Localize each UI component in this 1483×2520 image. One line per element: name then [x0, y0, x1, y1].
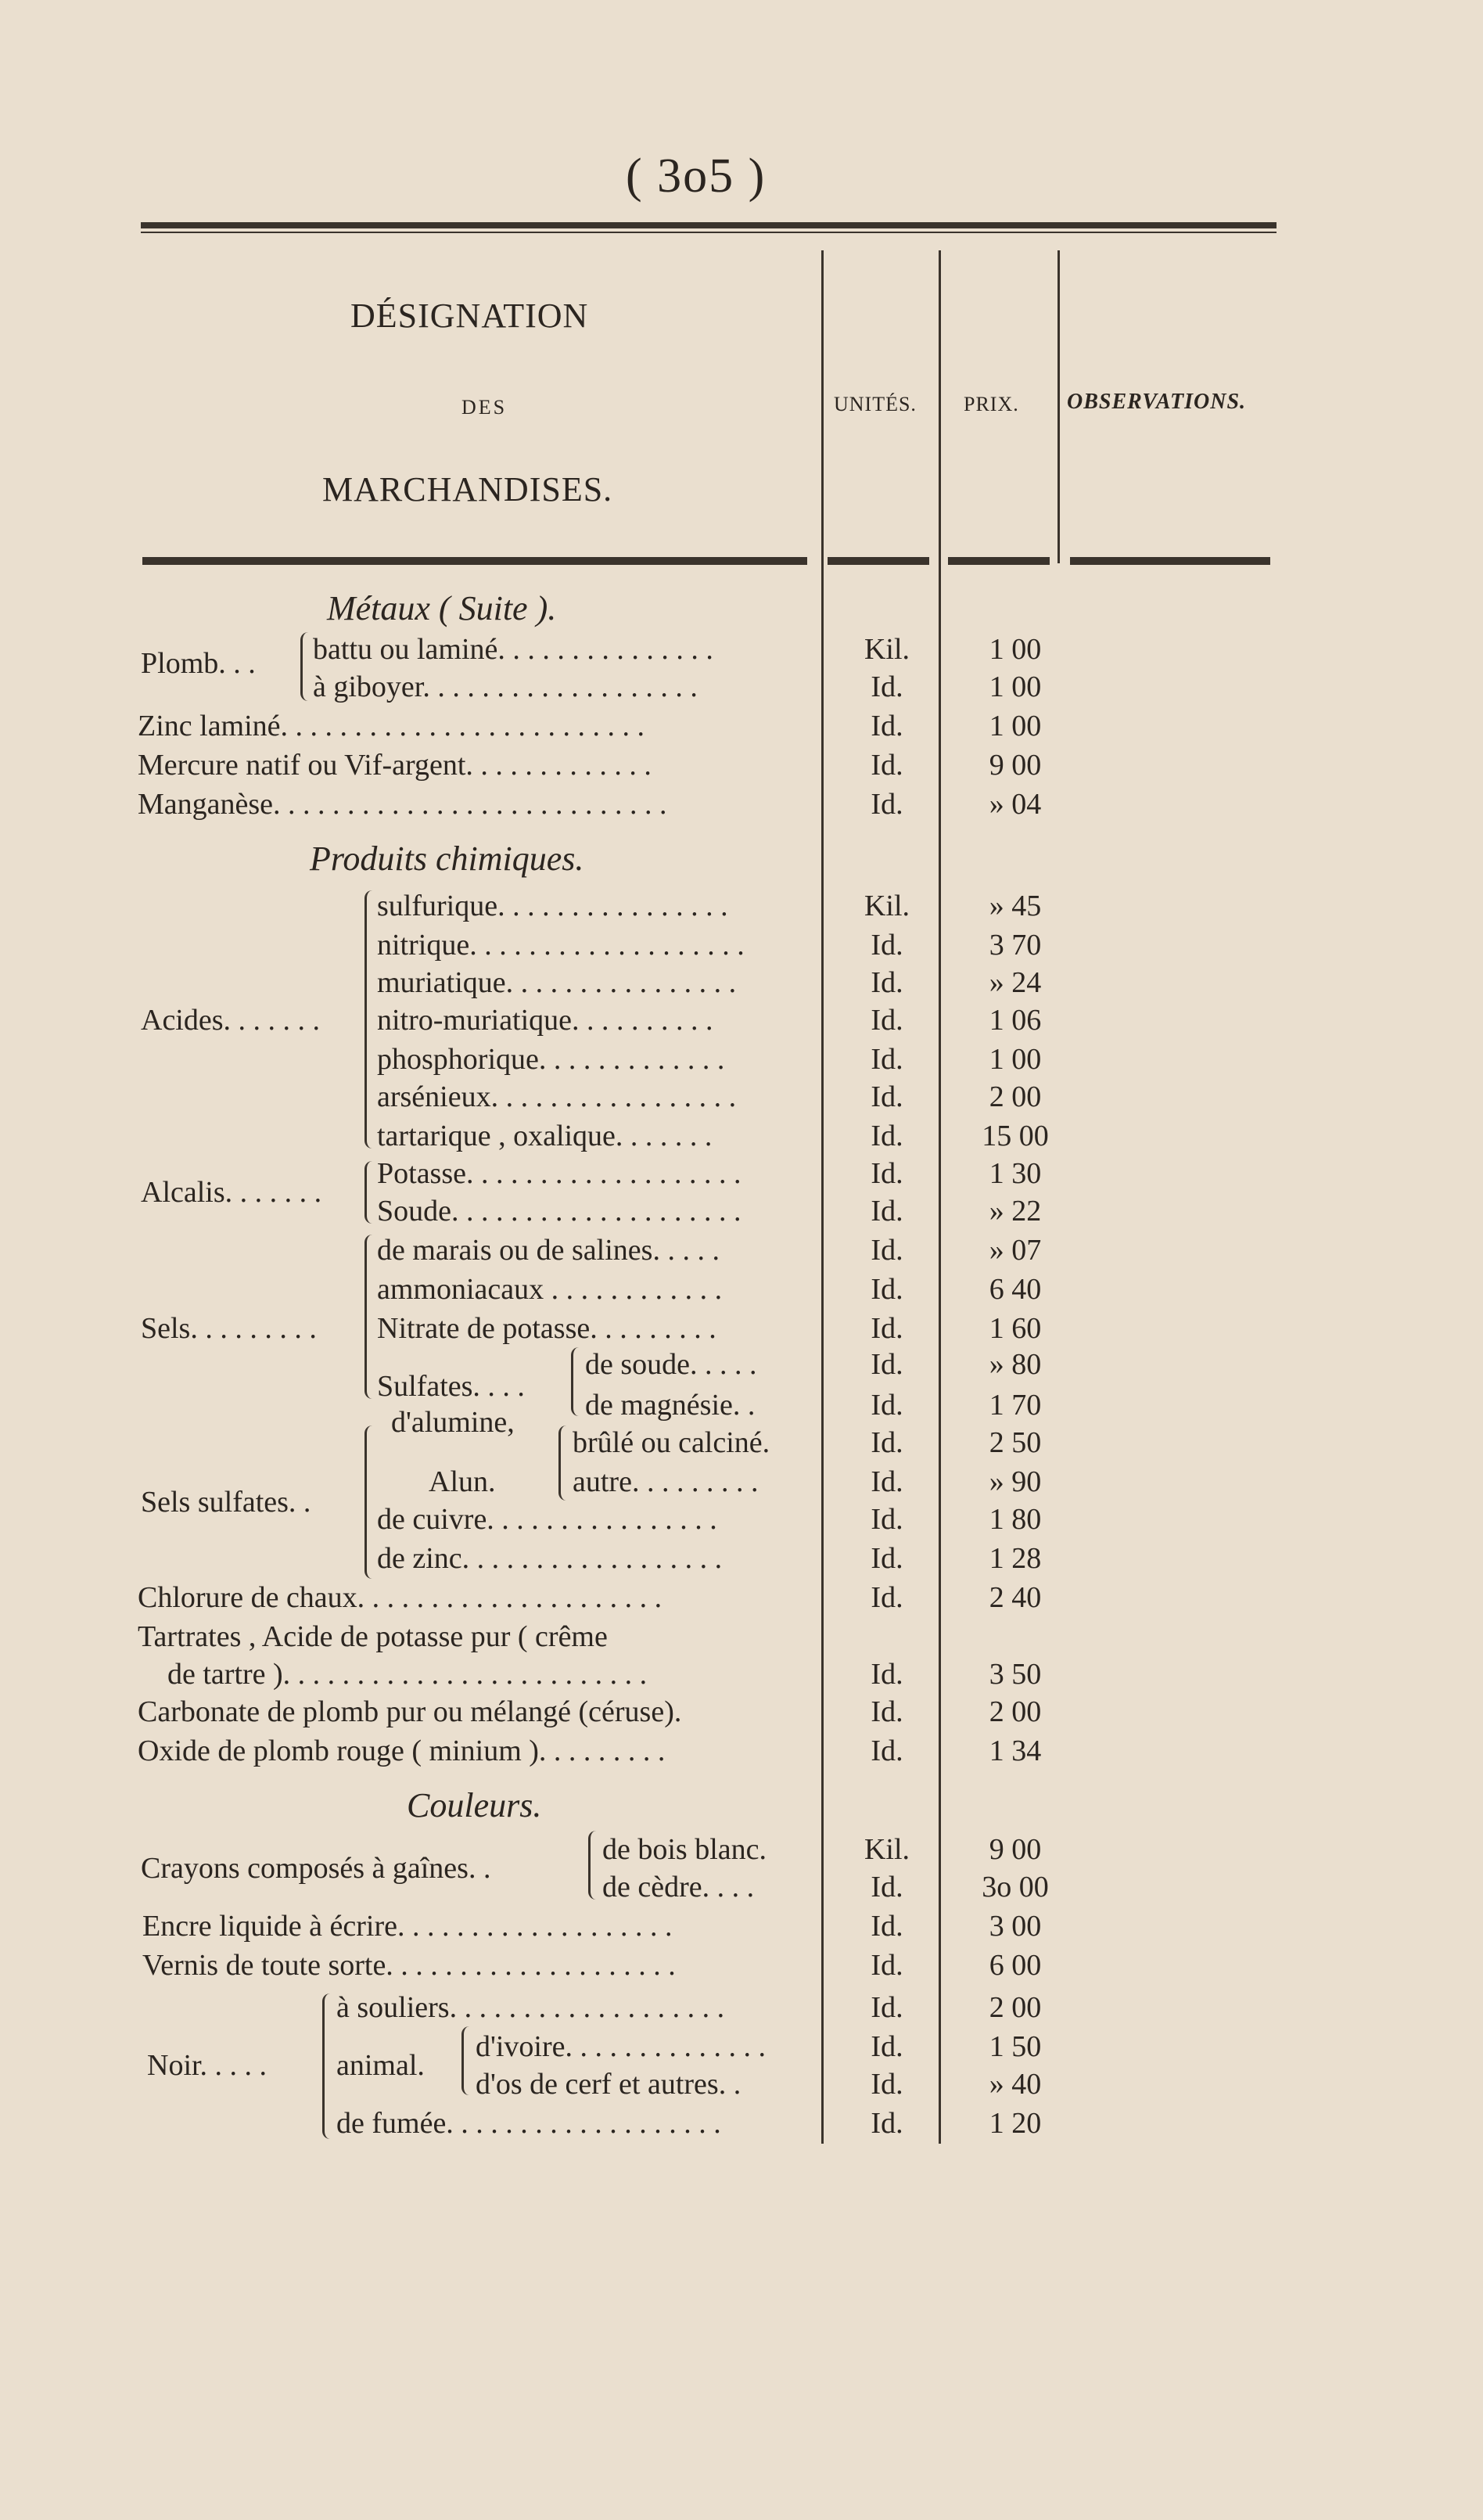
row-label-32: à souliers. . . . . . . . . . . . . . . . . . .	[336, 1991, 725, 2024]
brace-acides	[364, 890, 373, 1149]
row-price-13: » 22	[989, 1195, 1042, 1228]
row-unit-15: Id.	[871, 1273, 903, 1306]
header-price: PRIX.	[964, 393, 1019, 415]
row-price-0: 1 00	[989, 633, 1042, 666]
row-price-32: 2 00	[989, 1991, 1042, 2024]
row-price-5: » 45	[989, 890, 1042, 922]
group-crayons: Crayons composés à gaînes. .	[141, 1852, 491, 1885]
row-unit-17: Id.	[871, 1348, 903, 1381]
row-label-27: Oxide de plomb rouge ( minium ). . . . . . . . .	[138, 1735, 666, 1767]
row-unit-35: Id.	[871, 2107, 903, 2140]
row-unit-30: Id.	[871, 1910, 903, 1943]
header-observations: OBSERVATIONS.	[1067, 390, 1247, 414]
column-divider-right	[1057, 250, 1060, 563]
row-price-27: 1 34	[989, 1735, 1042, 1767]
row-unit-9: Id.	[871, 1043, 903, 1076]
row-price-21: 1 80	[989, 1503, 1042, 1536]
row-price-25: 3 50	[989, 1658, 1042, 1691]
header-marchandises: MARCHANDISES.	[322, 470, 613, 509]
row-price-14: » 07	[989, 1234, 1042, 1267]
row-label-18: de magnésie. .	[585, 1389, 756, 1422]
row-unit-26: Id.	[871, 1695, 903, 1728]
row-price-29: 3o 00	[982, 1871, 1049, 1903]
row-label-16: Nitrate de potasse. . . . . . . . .	[377, 1312, 716, 1345]
header-des: DES	[461, 396, 508, 419]
row-label-30: Encre liquide à écrire. . . . . . . . . . . . . . . . . . .	[142, 1910, 673, 1943]
header-designation: DÉSIGNATION	[350, 297, 589, 335]
group-animal: animal.	[336, 2049, 425, 2082]
brace-animal	[461, 2026, 470, 2095]
group-alumine: d'alumine,	[391, 1406, 515, 1439]
row-unit-13: Id.	[871, 1195, 903, 1228]
row-unit-16: Id.	[871, 1312, 903, 1345]
row-label-8: nitro-muriatique. . . . . . . . . .	[377, 1004, 713, 1037]
row-label-28: de bois blanc.	[602, 1833, 767, 1866]
row-label-15: ammoniacaux . . . . . . . . . . . .	[377, 1273, 723, 1306]
header-rule-4	[1070, 557, 1270, 565]
row-label-33: d'ivoire. . . . . . . . . . . . . .	[476, 2030, 766, 2063]
section-metaux: Métaux ( Suite ).	[327, 589, 557, 627]
row-label-26: Carbonate de plomb pur ou mélangé (céruse).	[138, 1695, 682, 1728]
row-unit-33: Id.	[871, 2030, 903, 2063]
row-unit-3: Id.	[871, 749, 903, 782]
row-price-12: 1 30	[989, 1157, 1042, 1190]
row-label-14: de marais ou de salines. . . . .	[377, 1234, 720, 1267]
row-unit-2: Id.	[871, 710, 903, 742]
row-label-23: Chlorure de chaux. . . . . . . . . . . . . . . . . . . . .	[138, 1581, 663, 1614]
group-sulfates: Sulfates. . . .	[377, 1370, 525, 1403]
row-price-33: 1 50	[989, 2030, 1042, 2063]
row-price-35: 1 20	[989, 2107, 1042, 2140]
row-price-26: 2 00	[989, 1695, 1042, 1728]
row-price-18: 1 70	[989, 1389, 1042, 1422]
brace-sels-sulfates	[364, 1425, 373, 1579]
row-unit-1: Id.	[871, 670, 903, 703]
header-rule-2	[828, 557, 929, 565]
row-label-11: tartarique , oxalique. . . . . . .	[377, 1120, 713, 1152]
row-unit-18: Id.	[871, 1389, 903, 1422]
row-label-10: arsénieux. . . . . . . . . . . . . . . . .	[377, 1080, 737, 1113]
row-unit-14: Id.	[871, 1234, 903, 1267]
brace-sulfates	[571, 1347, 580, 1416]
group-plomb: Plomb. . .	[141, 647, 256, 680]
row-price-30: 3 00	[989, 1910, 1042, 1943]
row-unit-11: Id.	[871, 1120, 903, 1152]
row-price-11: 15 00	[982, 1120, 1049, 1152]
brace-noir	[322, 1993, 331, 2139]
row-unit-28: Kil.	[864, 1833, 910, 1866]
row-label-4: Manganèse. . . . . . . . . . . . . . . . . . . . . . . . . . .	[138, 788, 667, 821]
row-unit-19: Id.	[871, 1426, 903, 1459]
row-label-22: de zinc. . . . . . . . . . . . . . . . . .	[377, 1542, 723, 1575]
row-price-23: 2 40	[989, 1581, 1042, 1614]
row-unit-5: Kil.	[864, 890, 910, 922]
row-price-8: 1 06	[989, 1004, 1042, 1037]
header-units: UNITÉS.	[834, 393, 917, 415]
section-produits-chimiques: Produits chimiques.	[310, 839, 584, 878]
row-label-20: autre. . . . . . . . .	[573, 1465, 759, 1498]
row-price-22: 1 28	[989, 1542, 1042, 1575]
row-unit-12: Id.	[871, 1157, 903, 1190]
row-label-31: Vernis de toute sorte. . . . . . . . . . . . . . . . . . . .	[142, 1949, 676, 1982]
row-label-29: de cèdre. . . .	[602, 1871, 755, 1903]
row-price-15: 6 40	[989, 1273, 1042, 1306]
row-price-16: 1 60	[989, 1312, 1042, 1345]
row-unit-27: Id.	[871, 1735, 903, 1767]
row-label-21: de cuivre. . . . . . . . . . . . . . . .	[377, 1503, 717, 1536]
row-label-17: de soude. . . . .	[585, 1348, 757, 1381]
row-unit-10: Id.	[871, 1080, 903, 1113]
row-label-19: brûlé ou calciné.	[573, 1426, 770, 1459]
row-unit-31: Id.	[871, 1949, 903, 1982]
row-price-9: 1 00	[989, 1043, 1042, 1076]
row-label-9: phosphorique. . . . . . . . . . . . .	[377, 1043, 725, 1076]
top-rule-thin	[141, 232, 1277, 233]
row-price-6: 3 70	[989, 929, 1042, 962]
page-number: ( 3o5 )	[626, 149, 767, 203]
row-unit-23: Id.	[871, 1581, 903, 1614]
row-unit-22: Id.	[871, 1542, 903, 1575]
group-alun: Alun.	[429, 1465, 496, 1498]
header-rule-3	[948, 557, 1050, 565]
row-unit-4: Id.	[871, 788, 903, 821]
row-label-0: battu ou laminé. . . . . . . . . . . . . . .	[313, 633, 713, 666]
row-unit-6: Id.	[871, 929, 903, 962]
row-label-25: de tartre ). . . . . . . . . . . . . . . . . . . . . . . . .	[167, 1658, 648, 1691]
row-price-28: 9 00	[989, 1833, 1042, 1866]
brace-plomb	[300, 632, 309, 701]
row-price-4: » 04	[989, 788, 1042, 821]
group-alcalis: Alcalis. . . . . . .	[141, 1176, 322, 1209]
row-label-34: d'os de cerf et autres. .	[476, 2068, 742, 2101]
section-couleurs: Couleurs.	[407, 1786, 542, 1824]
row-unit-20: Id.	[871, 1465, 903, 1498]
row-unit-32: Id.	[871, 1991, 903, 2024]
row-price-17: » 80	[989, 1348, 1042, 1381]
brace-alumine	[558, 1425, 567, 1501]
row-unit-7: Id.	[871, 966, 903, 999]
row-price-2: 1 00	[989, 710, 1042, 742]
row-label-35: de fumée. . . . . . . . . . . . . . . . . . .	[336, 2107, 721, 2140]
row-label-12: Potasse. . . . . . . . . . . . . . . . . . .	[377, 1157, 742, 1190]
row-label-5: sulfurique. . . . . . . . . . . . . . . .	[377, 890, 728, 922]
row-price-31: 6 00	[989, 1949, 1042, 1982]
group-sels: Sels. . . . . . . . .	[141, 1312, 317, 1345]
row-unit-8: Id.	[871, 1004, 903, 1037]
row-label-13: Soude. . . . . . . . . . . . . . . . . . . .	[377, 1195, 742, 1228]
row-price-34: » 40	[989, 2068, 1042, 2101]
row-price-20: » 90	[989, 1465, 1042, 1498]
row-label-3: Mercure natif ou Vif-argent. . . . . . . . . . . . .	[138, 749, 652, 782]
group-acides: Acides. . . . . . .	[141, 1004, 321, 1037]
group-sels-sulfates: Sels sulfates. .	[141, 1486, 311, 1519]
brace-alcalis	[364, 1161, 373, 1224]
row-price-3: 9 00	[989, 749, 1042, 782]
row-label-1: à giboyer. . . . . . . . . . . . . . . . . . .	[313, 670, 698, 703]
row-label-2: Zinc laminé. . . . . . . . . . . . . . . . . . . . . . . . .	[138, 710, 645, 742]
row-label-24: Tartrates , Acide de potasse pur ( crême	[138, 1620, 608, 1653]
top-rule	[141, 222, 1277, 228]
row-label-6: nitrique. . . . . . . . . . . . . . . . . . .	[377, 929, 745, 962]
column-divider-left	[821, 250, 824, 2144]
row-unit-21: Id.	[871, 1503, 903, 1536]
column-divider-mid	[939, 250, 941, 2144]
row-unit-0: Kil.	[864, 633, 910, 666]
header-rule-1	[142, 557, 807, 565]
row-label-7: muriatique. . . . . . . . . . . . . . . .	[377, 966, 737, 999]
row-unit-29: Id.	[871, 1871, 903, 1903]
row-unit-34: Id.	[871, 2068, 903, 2101]
brace-sels	[364, 1235, 373, 1399]
group-noir: Noir. . . . .	[147, 2049, 268, 2082]
row-price-1: 1 00	[989, 670, 1042, 703]
row-unit-25: Id.	[871, 1658, 903, 1691]
brace-crayons	[588, 1831, 597, 1900]
row-price-19: 2 50	[989, 1426, 1042, 1459]
row-price-7: » 24	[989, 966, 1042, 999]
row-price-10: 2 00	[989, 1080, 1042, 1113]
